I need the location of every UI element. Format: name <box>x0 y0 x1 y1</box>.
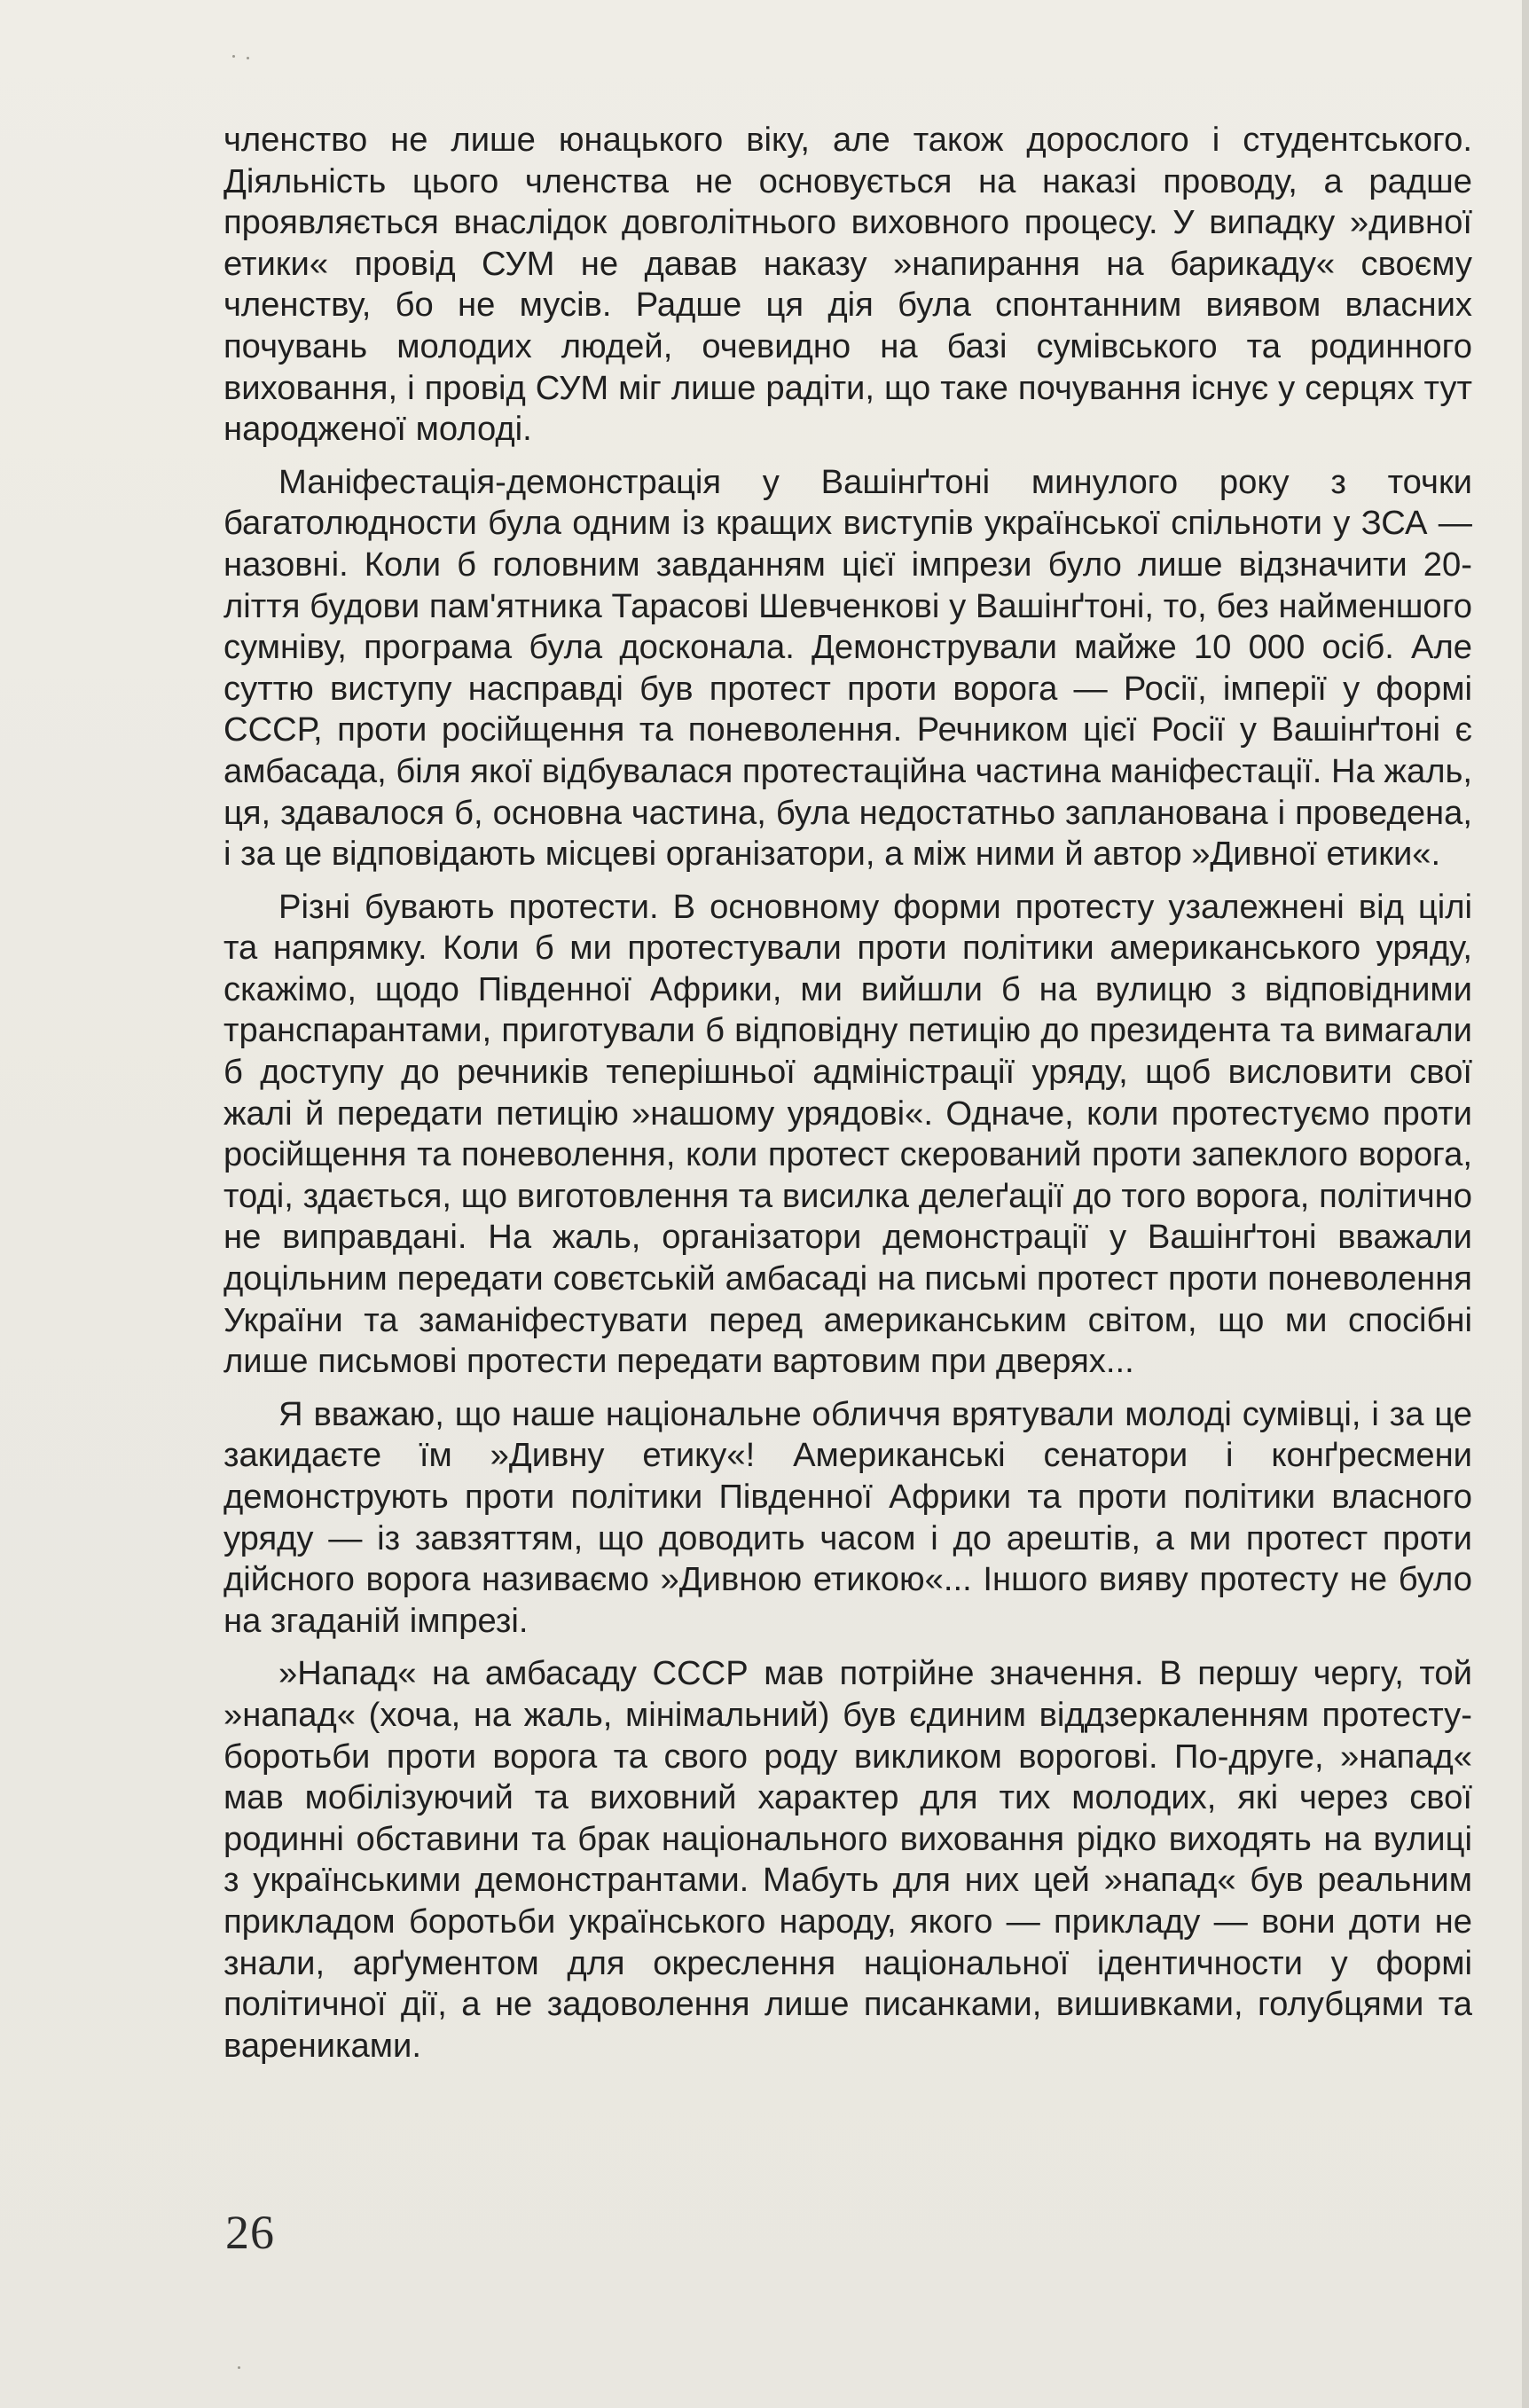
paragraph: членство не лише юнацького віку, але також дорослого і студентського. Діяльність цього членства не основується на наказі проводу, а радше проявляється внаслідок довголітнього виховного процесу. У випадку »дивної етики« провід СУМ не давав наказу »напирання на барикаду« своєму членству, бо не мусів. Радше ця дія була спонтанним виявом власних почувань молодих людей, очевидно на базі сумівського та родинного виховання, і провід СУМ міг лише радіти, що таке почування існує у серцях тут народженої молоді. <box>223 121 1472 449</box>
paper-speck <box>247 57 249 59</box>
paragraph: Я вважаю, що наше національне обличчя врятували молоді сумівці, і за це закидаєте їм »Дивну етику«! Американські сенатори і конґресмени демонструють проти політики Південної Африки та проти політики власного уряду — із завзяттям, що доводить часом і до арештів, а ми протест проти дійсного ворога називаємо »Дивною етикою«... Іншого вияву протесту не було на згаданій імпрезі. <box>223 1394 1472 1640</box>
paragraph: Маніфестація-демонстрація у Вашінґтоні минулого року з точки багатолюдности була одним із кращих виступів української спільноти у ЗСА — назовні. Коли б головним завданням цієї імпрези було лише відзначити 20-ліття будови пам'ятника Тарасові Шевченкові у Вашінґтоні, то, без найменшого сумніву, програма була досконала. Демонстрували майже 10 000 осіб. Але суттю виступу насправді був протест проти ворога — Росії, імперії у формі СССР, проти російщення та поневолення. Речником цієї Росії у Вашінґтоні є амбасада, біля якої відбувалася протестаційна частина маніфестації. На жаль, ця, здавалося б, основна частина, була недостатньо запланована і проведена, і за це відповідають місцеві організатори, а між ними й автор »Дивної етики«. <box>223 462 1472 874</box>
body-text <box>223 120 1472 2078</box>
page-number: 26 <box>225 2206 275 2259</box>
paper-speck <box>232 55 235 58</box>
paragraph: Різні бувають протести. В основному форми протесту узалежнені від цілі та напрямку. Коли б ми протестували проти політики американського уряду, скажімо, щодо Південної Африки, ми вийшли б на вулицю з відповідними транспарантами, приготували б відповідну петицію до президента та вимагали б доступу до речників теперішньої адміністрації уряду, щоб висловити свої жалі й передати петицію »нашому урядові«. Одначе, коли протестуємо проти російщення та поневолення, коли протест скерований проти запеклого ворога, тоді, здається, що виготовлення та висилка делеґації до того ворога, політично не виправдані. На жаль, організатори демонстрації у Вашінґтоні вважали доцільним передати совєтській амбасаді на письмі протест проти поневолення України та заманіфестувати перед американським світом, що ми спосібні лише письмові протести передати вартовим при дверях... <box>223 887 1472 1381</box>
page-edge <box>1522 0 1529 2408</box>
paper-speck <box>238 2366 240 2369</box>
paragraph: »Напад« на амбасаду СССР мав потрійне значення. В першу чергу, той »напад« (хоча, на жаль, мінімальний) був єдиним віддзеркаленням протесту-боротьби проти ворога та свого роду викликом ворогові. По-друге, »напад« мав мобілізуючий та виховний характер для тих молодих, які через свої родинні обставини та брак національного виховання рідко виходять на вулиці з українськими демонстрантами. Мабуть для них цей »напад« був реальним прикладом боротьби українського народу, якого — прикладу — вони доти не знали, арґументом для окреслення національної ідентичности у формі політичної дії, а не задоволення лише писанками, вишивками, голубцями та варениками. <box>223 1654 1472 2065</box>
